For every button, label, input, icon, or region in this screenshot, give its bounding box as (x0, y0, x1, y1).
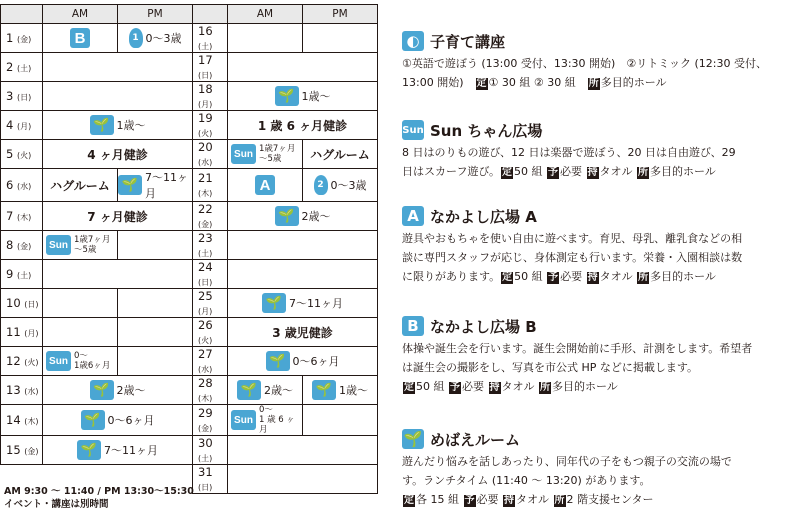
weekday: (日) (198, 483, 213, 492)
event-label: 3 歳児健診 (228, 318, 378, 347)
sprout-icon: 🌱 (90, 380, 114, 400)
day-number: 3 (6, 89, 14, 103)
day-number: 17 (198, 53, 213, 67)
day-number: 11 (6, 325, 21, 339)
section-text: 各 15 組 (416, 493, 459, 506)
weekday: (金) (198, 220, 213, 229)
calendar-row (1, 347, 378, 376)
weekday: (土) (16, 271, 32, 280)
pm-header: PM (303, 5, 378, 24)
day-cell (193, 260, 228, 289)
day-cell (1, 231, 43, 260)
section-text: タオル (516, 493, 549, 506)
weekday: (金) (16, 242, 32, 251)
weekday: (火) (16, 151, 32, 160)
day-cell (193, 405, 228, 436)
place-mark: 所 (540, 382, 550, 393)
event-label: 7～11ヶ月 (104, 444, 158, 457)
day-cell (193, 318, 228, 347)
section-text: 必要 (462, 380, 484, 393)
reservation-mark: 予 (548, 167, 559, 178)
day-cell (193, 436, 228, 465)
calendar-row (1, 376, 378, 405)
section-b (402, 315, 802, 396)
event-line: 1 歳 6 ヶ月 (259, 415, 295, 435)
section-text: 遊んだり悩みを話しあったり、同年代の子をもつ親子の交流の場で (402, 455, 732, 468)
sprout-icon: 🌱 (77, 440, 101, 460)
day-cell (1, 169, 43, 202)
section-text: 8 日はのりもの遊び、12 日は楽器で遊ぼう、20 日は自由遊び、29 (402, 146, 736, 159)
day-cell (1, 140, 43, 169)
day-cell (1, 376, 43, 405)
section-text: タオル (599, 165, 633, 178)
section-text: ①英語で遊ぼう (13:00 受付、13:30 開始) ②リトミック (12:30 受付、 (402, 57, 767, 70)
bring-mark: 持 (587, 272, 598, 283)
day-cell (193, 111, 228, 140)
sprout-icon: 🌱 (266, 351, 290, 371)
event-label: 1歳～ (339, 384, 368, 397)
hours-line: AM 9:30 ～ 11:40 / PM 13:30～15:30 (4, 486, 194, 497)
day-cell (1, 53, 43, 82)
place-mark: 所 (554, 495, 565, 506)
weekday: (水) (16, 182, 32, 191)
calendar-row (1, 53, 378, 82)
section-kosodate (402, 30, 802, 92)
day-number: 25 (198, 289, 213, 303)
calendar-row (1, 169, 378, 202)
calendar-row (1, 260, 378, 289)
day-cell (1, 436, 43, 465)
a-icon: A (402, 206, 424, 226)
am-header: AM (228, 5, 303, 24)
day-number: 14 (6, 413, 21, 427)
calendar-row (1, 82, 378, 111)
sprout-icon: 🌱 (118, 175, 142, 195)
weekday: (日) (198, 278, 213, 287)
day-cell (193, 347, 228, 376)
day-number: 15 (6, 443, 21, 457)
capacity-mark: 定 (404, 382, 414, 393)
event-line: 1歳6ヶ月 (74, 361, 111, 371)
day-number: 30 (198, 436, 213, 450)
reservation-mark: 予 (450, 382, 460, 393)
events-note: イベント・講座は別時間 (4, 499, 109, 510)
day-cell (1, 202, 43, 231)
day-number: 27 (198, 347, 213, 361)
weekday: (木) (198, 394, 213, 403)
event-label: 0～6ヶ月 (292, 355, 340, 368)
calendar-row (1, 231, 378, 260)
day-cell (1, 318, 43, 347)
event-line: 0～ (74, 351, 88, 361)
section-text: 必要 (560, 165, 583, 178)
event-label: 2歳～ (116, 384, 146, 397)
b-icon: B (70, 28, 90, 48)
sprout-icon: 🌱 (275, 206, 299, 226)
event-line: ～5歳 (74, 245, 97, 255)
calendar-header-row (1, 5, 378, 24)
capacity-mark: 定 (502, 167, 513, 178)
weekday: (木) (198, 189, 213, 198)
section-text: 多目的ホール (552, 380, 618, 393)
weekday: (金) (24, 447, 39, 456)
b-icon: B (402, 316, 424, 336)
day-cell (193, 82, 228, 111)
event-label: ハグルーム (43, 169, 118, 202)
sun-icon: Sun (46, 351, 71, 371)
sprout-icon: 🌱 (90, 115, 114, 135)
day-number: 8 (6, 238, 14, 252)
event-line: 0～ (259, 405, 273, 415)
section-text: 50 組 (416, 380, 445, 393)
reservation-mark: 予 (464, 495, 475, 506)
sprout-icon: 🌱 (262, 293, 286, 313)
day-number: 5 (6, 147, 14, 161)
sprout-icon: 🌱 (403, 430, 423, 448)
day-number: 22 (198, 202, 213, 216)
calendar-row (1, 289, 378, 318)
weekday: (月) (198, 307, 213, 316)
balloon-icon: ◐ (402, 31, 424, 51)
place-mark: 所 (638, 167, 649, 178)
day-cell (193, 376, 228, 405)
day-number: 13 (6, 383, 21, 397)
day-number: 4 (6, 118, 14, 132)
sprout-icon: 🌱 (81, 410, 105, 430)
day-cell (1, 82, 43, 111)
weekday: (水) (198, 365, 213, 374)
day-cell (193, 24, 228, 53)
day-cell (1, 405, 43, 436)
section-text: ① 30 組 ② 30 組 (488, 76, 576, 89)
event-label: 7 ヶ月健診 (43, 202, 193, 231)
day-cell (193, 231, 228, 260)
section-text: 多目的ホール (600, 76, 667, 89)
event-label: 0～3歳 (145, 32, 182, 45)
weekday: (金) (198, 424, 213, 433)
event-label: 0～3歳 (330, 179, 367, 192)
day-cell (193, 169, 228, 202)
section-title: Sun ちゃん広場 (430, 121, 543, 140)
event-label (74, 351, 110, 371)
section-title: めばえルーム (430, 430, 521, 449)
weekday: (水) (198, 158, 213, 167)
event-label: 7～11ヶ月 (145, 171, 188, 200)
event-line: 1歳7ヶ月 (74, 235, 111, 245)
event-label: 1 歳 6 ヶ月健診 (228, 111, 378, 140)
day-number: 9 (6, 267, 14, 281)
calendar-table (0, 4, 378, 494)
section-text: 50 組 (514, 165, 543, 178)
day-number: 31 (198, 465, 213, 479)
section-mebae (402, 428, 802, 509)
day-cell (193, 202, 228, 231)
capacity-mark: 定 (476, 78, 487, 89)
weekday: (火) (198, 336, 213, 345)
event-label: ハグルーム (303, 140, 378, 169)
section-text: に限りがあります。 (402, 270, 501, 283)
day-number: 28 (198, 376, 213, 390)
calendar-row (1, 318, 378, 347)
event-label: 2歳～ (301, 210, 331, 223)
weekday: (水) (24, 387, 39, 396)
calendar-row (1, 111, 378, 140)
day-number: 6 (6, 178, 14, 192)
event-label: 4 ヶ月健診 (43, 140, 193, 169)
section-text: 13:00 開始) (402, 76, 464, 89)
day-number: 16 (198, 24, 213, 38)
section-text: 体操や誕生会を行います。誕生会開始前に手形、計測をします。希望者 (402, 342, 753, 355)
day-number: 20 (198, 140, 213, 154)
day-cell (193, 53, 228, 82)
day-cell (1, 347, 43, 376)
sun-icon: Sun (231, 144, 256, 164)
event-line: 1歳7ヶ月 (259, 144, 296, 154)
section-text: タオル (501, 380, 535, 393)
event-label: 1歳～ (116, 119, 146, 132)
calendar-row (1, 202, 378, 231)
day-number: 7 (6, 209, 14, 223)
day-cell (1, 111, 43, 140)
event-label (259, 405, 302, 435)
sprout-icon: 🌱 (275, 86, 299, 106)
weekday: (木) (24, 417, 39, 426)
event-label: 7～11ヶ月 (289, 297, 343, 310)
hours-legend (4, 485, 194, 511)
weekday: (土) (198, 249, 213, 258)
pm-header: PM (118, 5, 193, 24)
calendar-row (1, 140, 378, 169)
day-cell (193, 465, 228, 494)
section-title: なかよし広場 B (430, 317, 537, 336)
weekday: (土) (198, 454, 213, 463)
weekday: (火) (24, 358, 39, 367)
calendar-row (1, 405, 378, 436)
section-text: 日はスカーフ遊び。 (402, 165, 501, 178)
section-text: 50 組 (514, 270, 543, 283)
balloon-icon: 2 (314, 175, 328, 195)
sprout-icon: 🌱 (237, 380, 261, 400)
event-line: ～5歳 (259, 154, 282, 164)
weekday: (土) (198, 42, 213, 51)
a-icon: A (255, 175, 275, 195)
section-text: 必要 (476, 493, 499, 506)
sun-icon: Sun (231, 410, 256, 430)
day-cell (1, 24, 43, 53)
weekday: (日) (24, 300, 39, 309)
am-header: AM (43, 5, 118, 24)
sun-icon: Sun (402, 120, 424, 140)
day-cell (1, 260, 43, 289)
day-number: 24 (198, 260, 213, 274)
event-label: 1歳～ (301, 90, 331, 103)
weekday: (火) (198, 129, 213, 138)
weekday: (日) (198, 71, 213, 80)
section-text: 必要 (560, 270, 583, 283)
day-number: 19 (198, 111, 213, 125)
section-title: なかよし広場 A (430, 207, 537, 226)
day-number: 2 (6, 60, 14, 74)
section-text: タオル (599, 270, 633, 283)
calendar-row (1, 436, 378, 465)
section-sun (402, 119, 802, 181)
weekday: (木) (16, 213, 32, 222)
place-mark: 所 (588, 78, 599, 89)
calendar-row (1, 24, 378, 53)
section-text: 2 階支援センター (566, 493, 654, 506)
day-number: 23 (198, 231, 213, 245)
weekday: (月) (198, 100, 213, 109)
section-text: 多目的ホール (650, 165, 716, 178)
place-mark: 所 (638, 272, 649, 283)
day-number: 10 (6, 296, 21, 310)
event-label (259, 144, 295, 164)
bring-mark: 持 (489, 382, 500, 393)
weekday: (月) (24, 329, 39, 338)
section-text: は誕生会の撮影をし、写真を市公式 HP などに掲載します。 (402, 361, 699, 374)
day-number: 26 (198, 318, 213, 332)
day-number: 1 (6, 31, 14, 45)
section-title: 子育て講座 (430, 32, 506, 51)
day-cell (193, 289, 228, 318)
day-number: 21 (198, 171, 213, 185)
sun-icon: Sun (46, 235, 71, 255)
weekday: (日) (16, 93, 32, 102)
bring-mark: 持 (504, 495, 514, 506)
event-label (74, 235, 110, 255)
section-text: す。ランチタイム (11:40 ～ 13:20) があります。 (402, 474, 651, 487)
day-number: 12 (6, 354, 21, 368)
capacity-mark: 定 (404, 495, 414, 506)
day-cell (1, 289, 43, 318)
balloon-icon: 1 (129, 28, 143, 48)
weekday: (月) (16, 122, 32, 131)
day-number: 18 (198, 82, 213, 96)
day-cell (193, 140, 228, 169)
section-text: 談に専門スタッフが応じ、身体測定も行います。栄養・入園相談は数 (402, 251, 743, 264)
weekday: (金) (16, 35, 32, 44)
section-text: 遊具やおもちゃを使い自由に遊べます。育児、母乳、離乳食などの相 (402, 232, 743, 245)
event-label: 0～6ヶ月 (107, 414, 155, 427)
event-label: 2歳～ (264, 384, 293, 397)
capacity-mark: 定 (502, 272, 513, 283)
weekday: (土) (16, 64, 32, 73)
bring-mark: 持 (587, 167, 598, 178)
section-text: 多目的ホール (650, 270, 716, 283)
day-number: 29 (198, 406, 213, 420)
reservation-mark: 予 (548, 272, 559, 283)
sprout-icon: 🌱 (312, 380, 336, 400)
section-a (402, 205, 802, 286)
